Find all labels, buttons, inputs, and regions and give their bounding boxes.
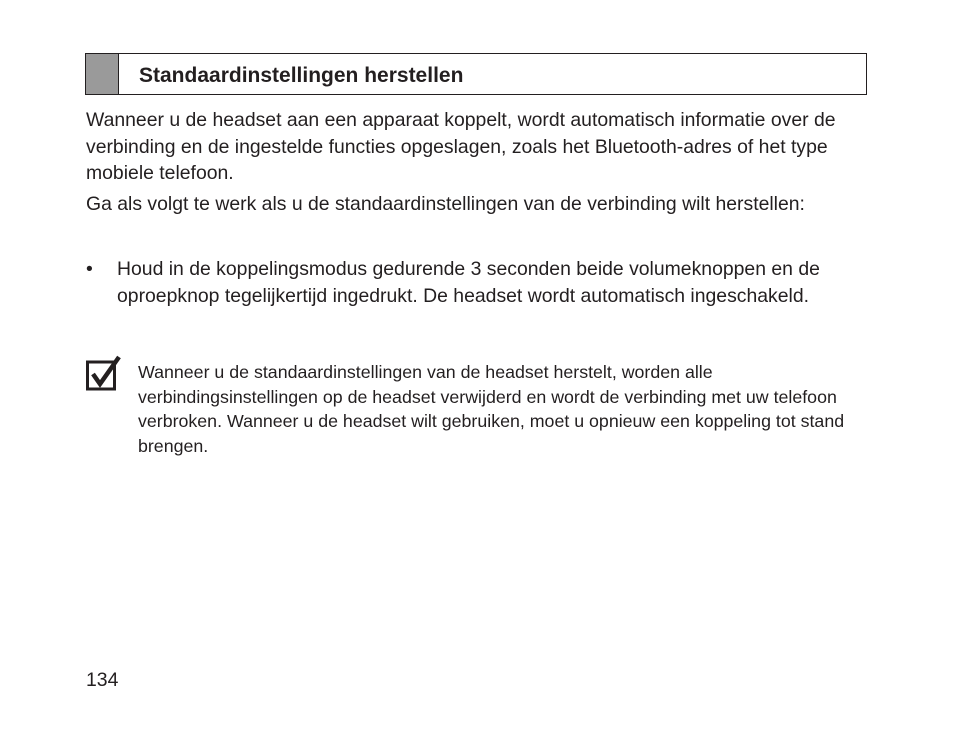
- intro-paragraph: Wanneer u de headset aan een apparaat koppelt, wordt automatisch informatie over de verbinding en de ingestelde functies opgeslagen, zoals het Bluetooth-adres of het type mobiele telefoon.: [86, 109, 836, 184]
- section-heading: [85, 53, 867, 95]
- heading-tab-marker: [86, 54, 119, 94]
- page-number: 134: [86, 669, 119, 691]
- checkmark-note-icon: [86, 355, 122, 391]
- bullet-text: Houd in de koppelingsmodus gedurende 3 seconden beide volumeknoppen en de oproepknop tegelijkertijd ingedrukt. De headset wordt automatisch ingeschakeld.: [117, 258, 820, 307]
- bullet-mark: •: [86, 258, 93, 280]
- section-title: Standaardinstellingen herstellen: [139, 64, 464, 87]
- instruction-paragraph: Ga als volgt te werk als u de standaardinstellingen van de verbinding wilt herstellen:: [86, 193, 805, 215]
- note-text: Wanneer u de standaardinstellingen van de headset herstelt, worden alle verbindingsinstellingen op de headset verwijderd en wordt de verbinding met uw telefoon verbroken. Wanneer u de headset wilt gebruiken, moet u opnieuw een koppeling tot stand brengen.: [138, 362, 845, 456]
